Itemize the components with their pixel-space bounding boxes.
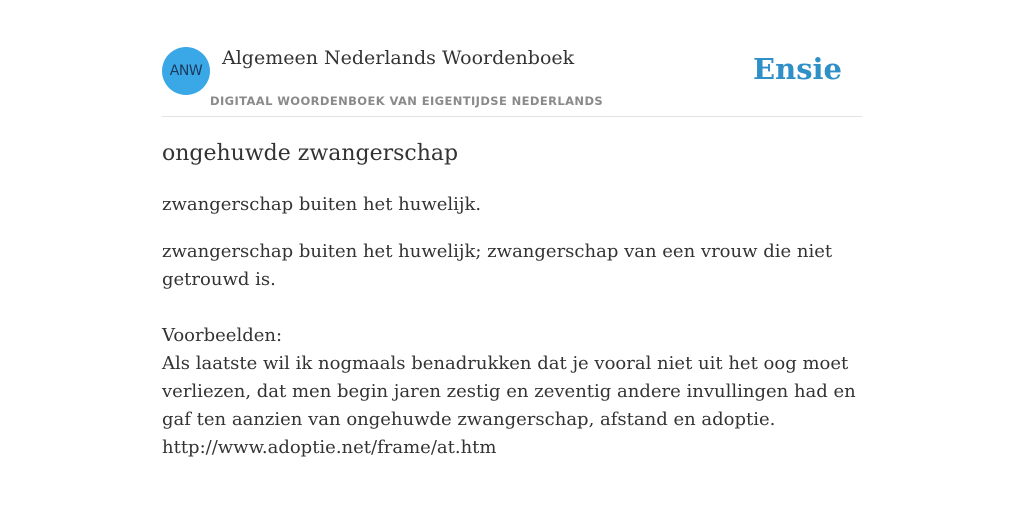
- example-source-link[interactable]: http://www.adoptie.net/frame/at.htm: [162, 437, 497, 458]
- examples-label: Voorbeelden:: [162, 325, 283, 346]
- entry-title: ongehuwde zwangerschap: [162, 141, 459, 166]
- short-definition: zwangerschap buiten het huwelijk.: [162, 194, 482, 215]
- ensie-brand-logo[interactable]: Ensie: [753, 52, 842, 86]
- long-definition: zwangerschap buiten het huwelijk; zwangerschap van een vrouw die niet getrouwd is.: [162, 241, 833, 290]
- site-title[interactable]: Algemeen Nederlands Woordenboek: [222, 47, 575, 69]
- examples-section: [162, 322, 862, 462]
- entry-content: [162, 138, 862, 462]
- anw-logo[interactable]: ANW: [162, 47, 210, 95]
- site-subtitle: DIGITAAL WOORDENBOEK VAN EIGENTIJDSE NEDERLANDS: [210, 94, 604, 108]
- example-text: Als laatste wil ik nogmaals benadrukken dat je vooral niet uit het oog moet verliezen, dat men begin jaren zestig en zeventig andere invullingen had en gaf ten aanzien van ongehuwde zwangerschap, afstand en adoptie.: [162, 353, 856, 430]
- site-header: [162, 46, 862, 117]
